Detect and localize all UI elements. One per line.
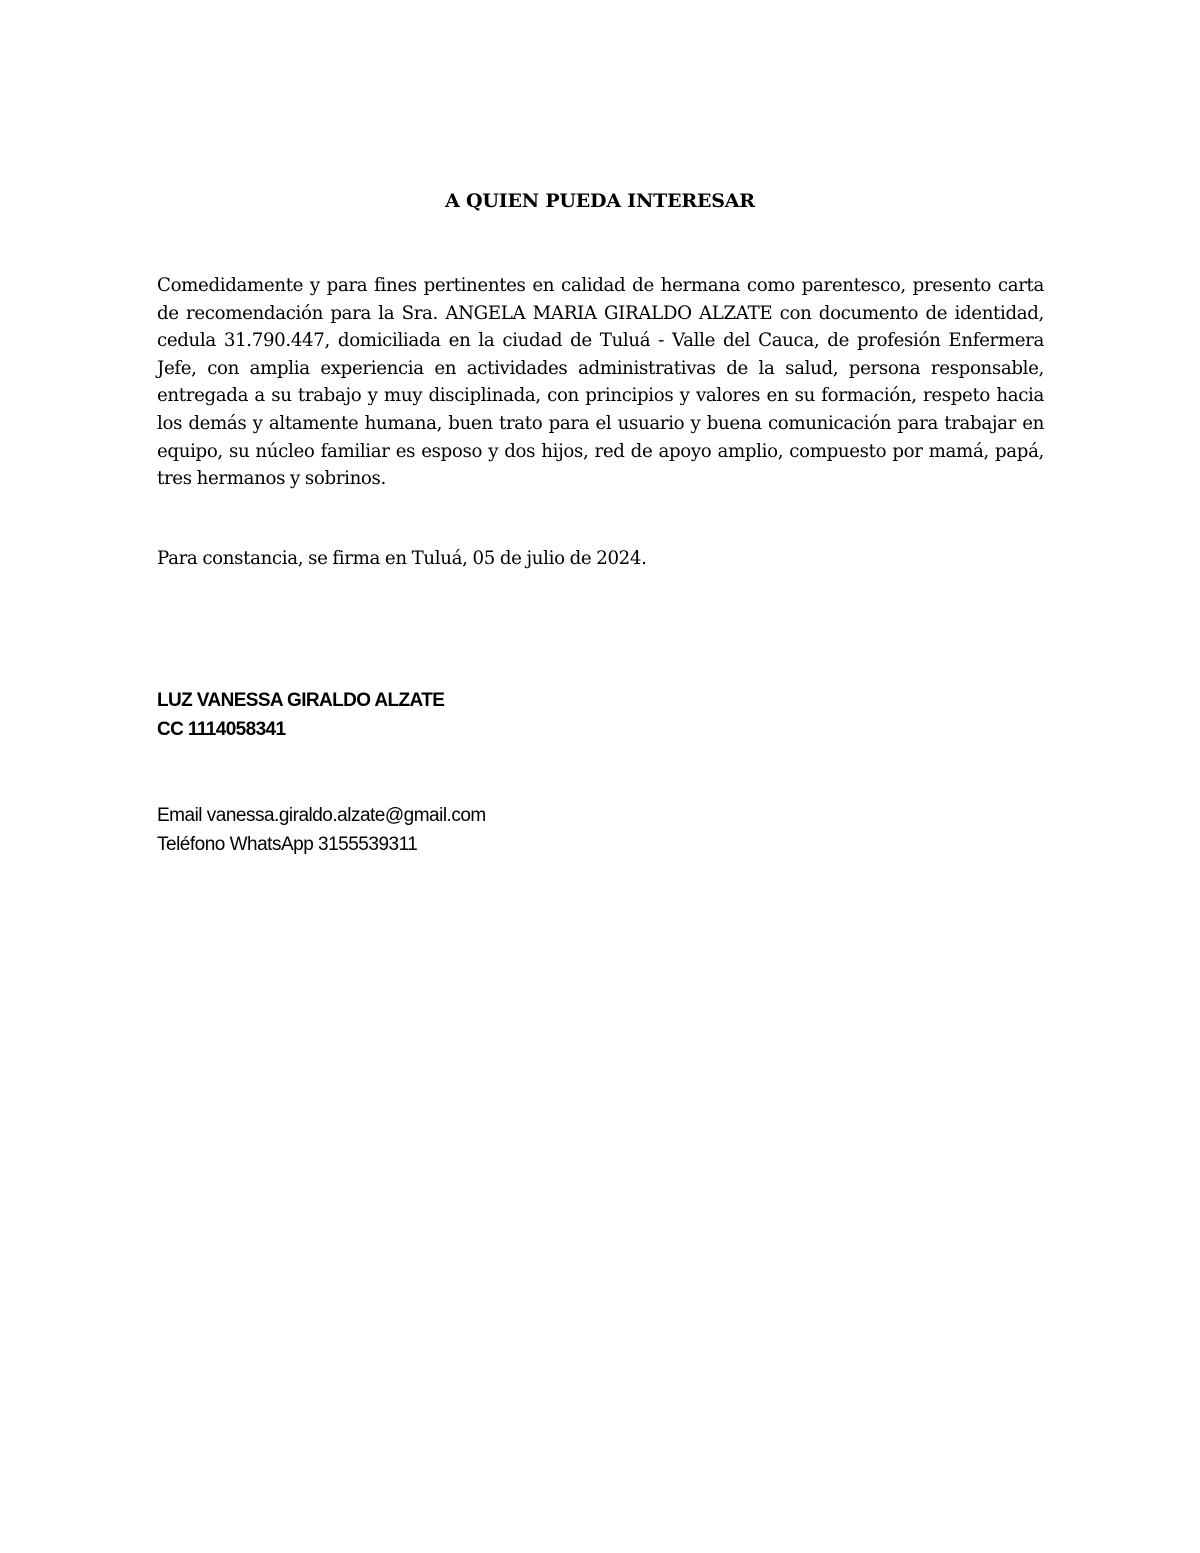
signature-block: [157, 686, 444, 744]
signer-id: CC 1114058341: [157, 719, 286, 740]
letter-body-paragraph: Comedidamente y para fines pertinentes en calidad de hermana como parentesco, presento carta de recomendación para la Sra. ANGELA MARIA GIRALDO ALZATE con documento de identidad, cedula 31.790.447, domiciliada en la ciudad de Tuluá - Valle del Cauca, de profesión Enfermera Jefe, con amplia experiencia en actividades administrativas de la salud, persona responsable, entregada a su trabajo y muy disciplinada, con principios y valores en su formación, respeto hacia los demás y altamente humana, buen trato para el usuario y buena comunicación para trabajar en equipo, su núcleo familiar es esposo y dos hijos, red de apoyo amplio, compuesto por mamá, papá, tres hermanos y sobrinos.: [157, 275, 1044, 490]
contact-email: Email vanessa.giraldo.alzate@gmail.com: [157, 805, 486, 826]
signer-name: LUZ VANESSA GIRALDO ALZATE: [157, 690, 445, 711]
contact-block: [157, 801, 486, 859]
contact-phone: Teléfono WhatsApp 3155539311: [157, 834, 418, 855]
letter-title: A QUIEN PUEDA INTERESAR: [445, 190, 755, 212]
letter-closing: Para constancia, se firma en Tuluá, 05 de julio de 2024.: [157, 548, 647, 569]
